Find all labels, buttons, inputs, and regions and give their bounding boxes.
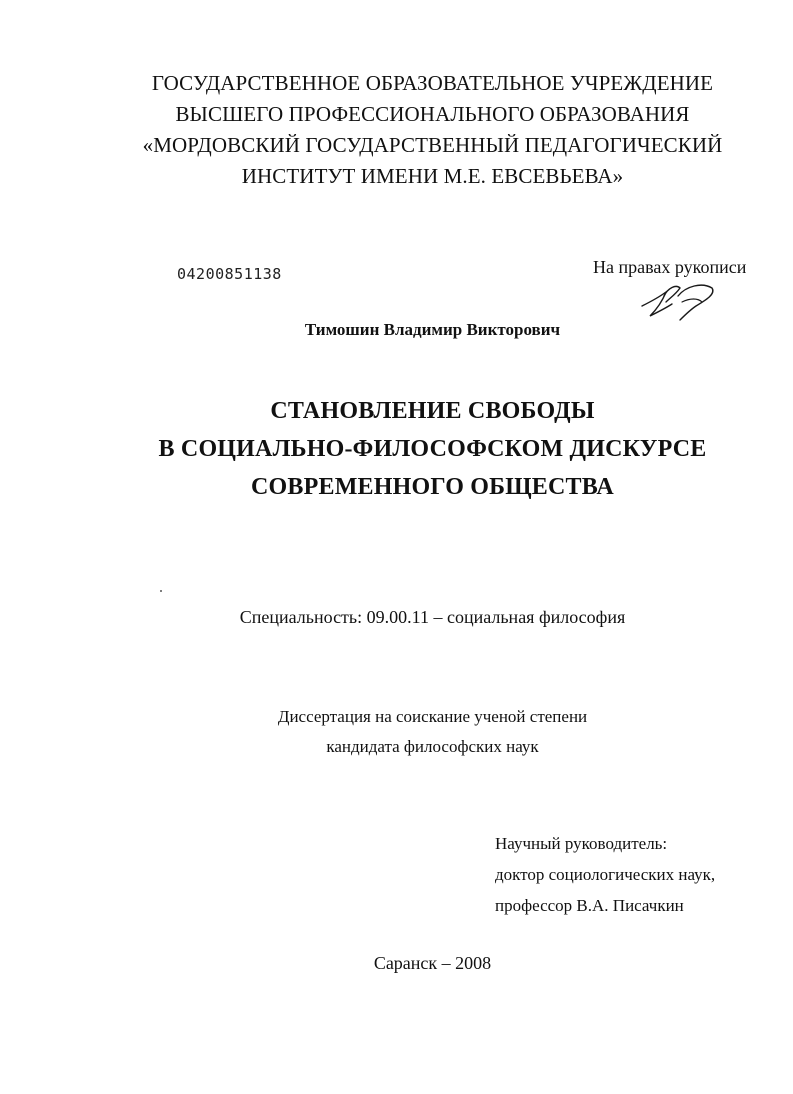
title-line: СОВРЕМЕННОГО ОБЩЕСТВА [251, 474, 614, 500]
specialty-line: Специальность: 09.00.11 – социальная философия [239, 607, 626, 627]
institution-line: ИНСТИТУТ ИМЕНИ М.Е. ЕВСЕВЬЕВА» [241, 164, 624, 188]
institution-line: «МОРДОВСКИЙ ГОСУДАРСТВЕННЫЙ ПЕДАГОГИЧЕСКИЙ [142, 133, 723, 157]
title-line: В СОЦИАЛЬНО-ФИЛОСОФСКОМ ДИСКУРСЕ [158, 436, 707, 462]
author-name: Тимошин Владимир Викторович [304, 320, 561, 339]
institution-header [0, 68, 793, 192]
rights-note: На правах рукописи [593, 257, 747, 277]
degree-line: Диссертация на соискание ученой степени [277, 707, 588, 726]
degree-line: кандидата философских наук [326, 737, 539, 756]
degree-statement [0, 702, 793, 762]
supervisor-line: профессор В.А. Писачкин [495, 896, 684, 915]
scan-speck [160, 590, 162, 592]
supervisor-block [495, 828, 715, 921]
institution-line: ВЫСШЕГО ПРОФЕССИОНАЛЬНОГО ОБРАЗОВАНИЯ [175, 102, 690, 126]
document-code: 04200851138 [177, 265, 282, 283]
signature-icon [636, 276, 722, 324]
dissertation-title [0, 392, 793, 506]
institution-line: ГОСУДАРСТВЕННОЕ ОБРАЗОВАТЕЛЬНОЕ УЧРЕЖДЕНИЕ [151, 71, 714, 95]
supervisor-line: Научный руководитель: [495, 834, 668, 853]
title-line: СТАНОВЛЕНИЕ СВОБОДЫ [270, 398, 595, 424]
supervisor-line: доктор социологических наук, [495, 865, 716, 884]
city-year: Саранск – 2008 [373, 953, 492, 973]
